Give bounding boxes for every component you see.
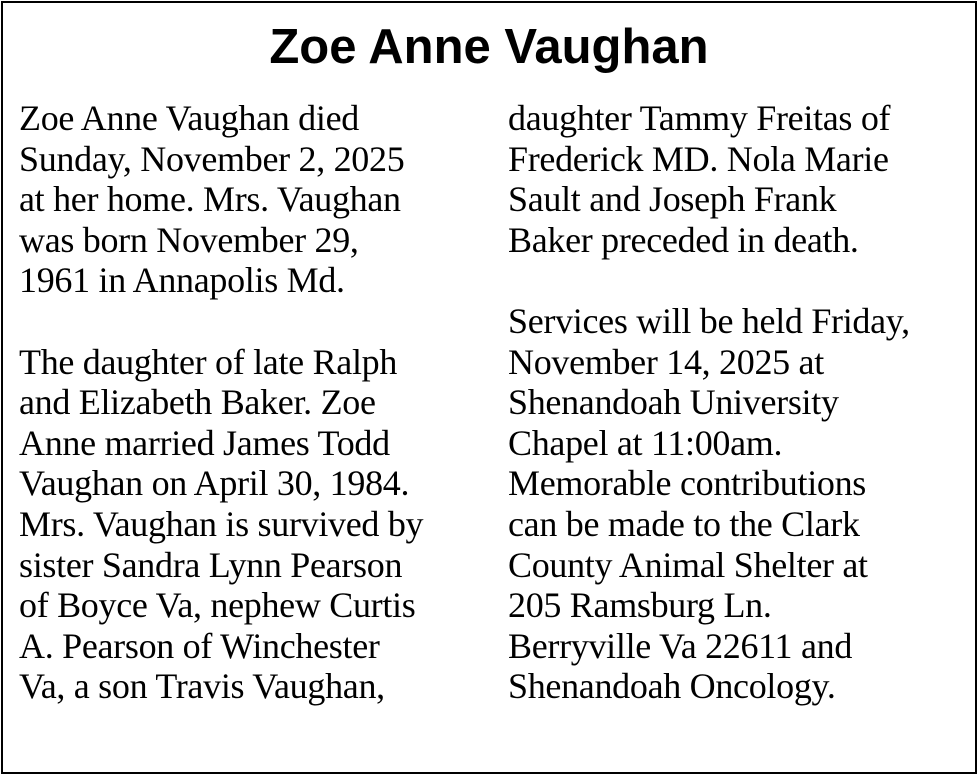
left-column — [19, 98, 499, 707]
text-line: daughter Tammy Freitas of — [508, 98, 891, 138]
text-line: County Animal Shelter at — [508, 544, 868, 585]
text-line: of Boyce Va, nephew Curtis — [19, 585, 416, 626]
text-line: Baker preceded in death. — [508, 219, 859, 260]
text-line: A. Pearson of Winchester — [19, 625, 380, 666]
text-line: Chapel at 11:00am. — [508, 422, 783, 463]
text-line: Memorable contributions — [508, 463, 867, 504]
text-line: Sault and Joseph Frank — [508, 179, 837, 220]
paragraph-survivors — [508, 98, 978, 260]
paragraph-family — [19, 342, 499, 707]
text-line: 205 Ramsburg Ln. — [508, 585, 772, 626]
paragraph-gap — [19, 301, 499, 342]
text-line: and Elizabeth Baker. Zoe — [19, 382, 376, 423]
text-line: sister Sandra Lynn Pearson — [19, 544, 403, 585]
text-line: Va, a son Travis Vaughan, — [19, 666, 385, 707]
text-line: Zoe Anne Vaughan died — [19, 98, 359, 138]
text-line: Mrs. Vaughan is survived by — [19, 503, 424, 544]
text-line: Vaughan on April 30, 1984. — [19, 463, 410, 504]
text-line: Sunday, November 2, 2025 — [19, 138, 405, 179]
obituary-title: Zoe Anne Vaughan — [269, 20, 709, 74]
obituary-frame — [1, 1, 977, 774]
text-line: Shenandoah University — [508, 382, 839, 423]
paragraph-gap — [508, 260, 978, 301]
text-line: Anne married James Todd — [19, 422, 390, 463]
text-line: November 14, 2025 at — [508, 341, 824, 382]
text-line: at her home. Mrs. Vaughan — [19, 179, 401, 220]
text-line: Berryville Va 22611 and — [508, 625, 853, 666]
text-line: Frederick MD. Nola Marie — [508, 138, 889, 179]
paragraph-services — [508, 301, 978, 707]
right-column — [508, 98, 978, 707]
text-line: The daughter of late Ralph — [19, 341, 398, 382]
paragraph-birth — [19, 98, 499, 301]
text-line: 1961 in Annapolis Md. — [19, 260, 345, 301]
text-line: was born November 29, — [19, 219, 359, 260]
text-line: Services will be held Friday, — [508, 300, 910, 341]
text-line: Shenandoah Oncology. — [508, 666, 836, 707]
text-line: can be made to the Clark — [508, 503, 860, 544]
